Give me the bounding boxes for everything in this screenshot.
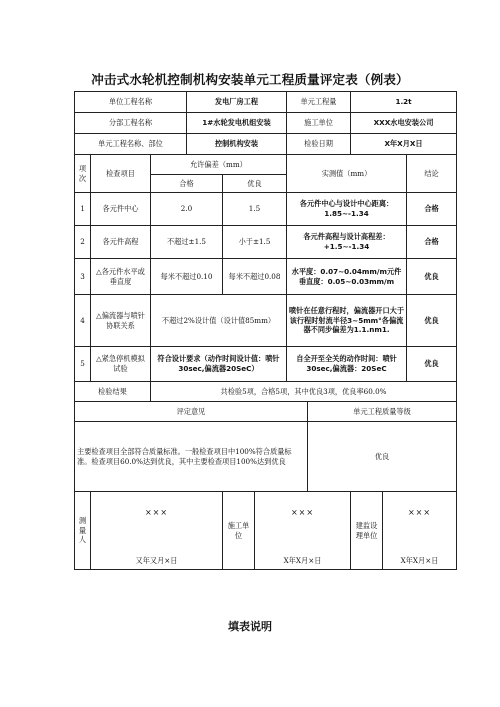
row-measured: 各元件高程与设计高程差：+1.5~-1.34 [287, 226, 407, 259]
table-row [75, 295, 457, 347]
table-row [75, 226, 457, 259]
signature-block-supervision [383, 492, 457, 570]
signature-label-construction: 施工单位 [223, 492, 255, 570]
footer-title: 填表说明 [228, 620, 272, 633]
row-excellent: 1.5 [223, 193, 287, 226]
evaluation-header-row [75, 402, 457, 422]
row-result: 合格 [407, 226, 457, 259]
quality-assessment-table [74, 91, 457, 570]
summary-value: 共检验5项，合格5项，其中优良3项，优良率60.0% [151, 382, 457, 402]
row-result: 优良 [407, 259, 457, 295]
element-name-value: 控制机构安装 [187, 134, 287, 155]
row-item: △各元件水平或垂直度 [91, 259, 151, 295]
row-item: 各元件中心 [91, 193, 151, 226]
row-item: △偏流器与喷针协联关系 [91, 295, 151, 347]
signature-date: X年X月×日 [283, 556, 322, 566]
unit-project-value: 发电厂房工程 [187, 92, 287, 113]
row-measured: 自全开至全关的动作时间：喷针30sec,偏流器：20SeC [287, 347, 407, 382]
row-qualified: 不超过±1.5 [151, 226, 223, 259]
col-allowed-deviation: 允许偏差（mm） [151, 155, 287, 175]
sub-project-label: 分部工程名称 [75, 113, 187, 134]
table-row [75, 259, 457, 295]
sub-project-value: 1#水轮发电机组安装 [187, 113, 287, 134]
row-qualified: 每米不超过0.10 [151, 259, 223, 295]
summary-label: 检验结果 [75, 382, 151, 402]
col-excellent: 优良 [223, 175, 287, 193]
signature-block-surveyor [91, 492, 223, 570]
evaluation-opinion-text: 主要检查项目全部符合质量标准。一般检查项目中100%符合质量标准。检查项目60.0%达到优良，其中主要检查项目100%达到优良 [75, 422, 308, 492]
row-measured: 各元件中心与设计中心距离：1.85~-1.34 [287, 193, 407, 226]
column-header-row-1 [75, 155, 457, 175]
row-no: 3 [75, 259, 91, 295]
signature-date: 又年又月×日 [135, 556, 178, 566]
signature-row [75, 492, 457, 570]
unit-project-label: 单位工程名称 [75, 92, 187, 113]
signature-label-surveyor: 测量人 [75, 492, 91, 570]
row-result: 合格 [407, 193, 457, 226]
header-row-unit-project [75, 92, 457, 113]
row-item: △紧急停机模拟试验 [91, 347, 151, 382]
signature-name: ××× [290, 508, 315, 517]
header-row-element [75, 134, 457, 155]
evaluation-grade-value: 优良 [308, 422, 457, 492]
row-qualified: 2.0 [151, 193, 223, 226]
signature-label-supervision: 建监设理单位 [351, 492, 383, 570]
evaluation-body-row [75, 422, 457, 492]
inspection-date-label: 检验日期 [287, 134, 351, 155]
evaluation-grade-label: 单元工程质量等级 [308, 402, 457, 422]
row-no: 5 [75, 347, 91, 382]
element-name-label: 单元工程名称、部位 [75, 134, 187, 155]
signature-date: X年X月×日 [400, 556, 439, 566]
header-row-sub-project [75, 113, 457, 134]
row-excellent: 小于±1.5 [223, 226, 287, 259]
col-measured: 实测值（mm） [287, 155, 407, 193]
signature-name: ××× [407, 508, 432, 517]
row-result: 优良 [407, 295, 457, 347]
evaluation-opinion-label: 评定意见 [75, 402, 308, 422]
construction-unit-label: 施工单位 [287, 113, 351, 134]
col-qualified: 合格 [151, 175, 223, 193]
row-measured: 水平度：0.07~0.04mm/m元件垂直度：0.05~0.03mm/m [287, 259, 407, 295]
row-allowed-merged: 符合设计要求（动作时间设计值：喷针30sec,偏流器20SeC） [151, 347, 287, 382]
page-title: 冲击式水轮机控制机构安装单元工程质量评定表（例表） [91, 72, 409, 87]
col-check-item: 检查项目 [91, 155, 151, 193]
row-measured: 喷针在任意行程时，偏流器开口大于该行程时射流半径3~5mm°各偏流器不同步偏差为1.1.nm1. [287, 295, 407, 347]
inspection-date-value: X年X月X日 [351, 134, 457, 155]
signature-name: ××× [144, 508, 169, 517]
unit-quantity-label: 单元工程量 [287, 92, 351, 113]
col-item-no: 项次 [75, 155, 91, 193]
row-excellent: 每米不超过0.08 [223, 259, 287, 295]
summary-row [75, 382, 457, 402]
row-result: 优良 [407, 347, 457, 382]
unit-quantity-value: 1.2t [351, 92, 457, 113]
col-conclusion: 结论 [407, 155, 457, 193]
row-allowed-merged: 不超过2%设计值（设计值85mm） [151, 295, 287, 347]
table-row [75, 193, 457, 226]
construction-unit-value: XXX水电安装公司 [351, 113, 457, 134]
row-no: 2 [75, 226, 91, 259]
row-no: 4 [75, 295, 91, 347]
row-no: 1 [75, 193, 91, 226]
row-item: 各元件高程 [91, 226, 151, 259]
table-row [75, 347, 457, 382]
signature-block-construction [255, 492, 351, 570]
